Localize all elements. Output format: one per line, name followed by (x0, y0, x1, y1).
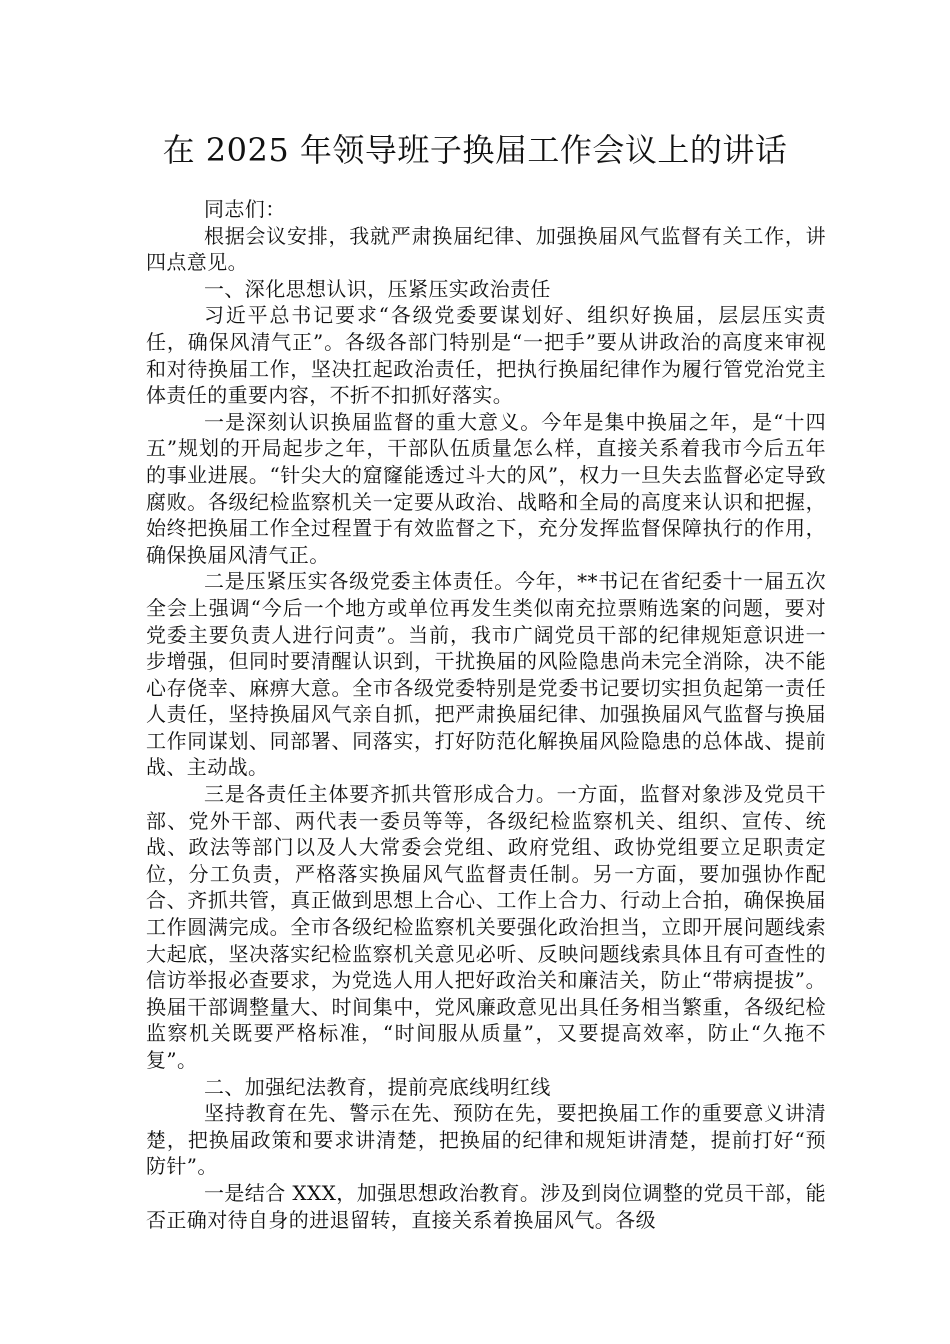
opening-paragraph: 根据会议安排，我就严肃换届纪律、加强换届风气监督有关工作，讲四点意见。 (146, 223, 826, 275)
body-paragraph: 坚持教育在先、警示在先、预防在先，要把换届工作的重要意义讲清楚，把换届政策和要求讲清楚，把换届的纪律和规矩讲清楚，提前打好“预防针”。 (146, 1101, 826, 1179)
body-paragraph: 习近平总书记要求“各级党委要谋划好、组织好换届，层层压实责任，确保风清气正”。各级各部门特别是“一把手”要从讲政治的高度来审视和对待换届工作，坚决扛起政治责任，把执行换届纪律作为履行管党治党主体责任的重要内容，不折不扣抓好落实。 (146, 303, 826, 408)
body-paragraph: 二是压紧压实各级党委主体责任。今年，**书记在省纪委十一届五次全会上强调“今后一个地方或单位再发生类似南充拉票贿选案的问题，要对党委主要负责人进行问责”。当前，我市广阔党员干部的纪律规矩意识进一步增强，但同时要清醒认识到，干扰换届的风险隐患尚未完全消除，决不能心存侥幸、麻痹大意。全市各级党委特别是党委书记要切实担负起第一责任人责任，坚持换届风气亲自抓，把严肃换届纪律、加强换届风气监督与换届工作同谋划、同部署、同落实，打好防范化解换届风险隐患的总体战、提前战、主动战。 (146, 569, 826, 780)
document-body (146, 196, 826, 1233)
section-heading-2: 二、加强纪法教育，提前亮底线明红线 (204, 1074, 551, 1099)
body-paragraph: 三是各责任主体要齐抓共管形成合力。一方面，监督对象涉及党员干部、党外干部、两代表一委员等等，各级纪检监察机关、组织、宣传、统战、政法等部门以及人大常委会党组、政府党组、政协党组要立足职责定位，分工负责，严格落实换届风气监督责任制。另一方面，要加强协作配合、齐抓共管，真正做到思想上合心、工作上合力、行动上合拍，确保换届工作圆满完成。全市各级纪检监察机关要强化政治担当，立即开展问题线索大起底，坚决落实纪检监察机关意见必听、反映问题线索具体且有可查性的信访举报必查要求，为党选人用人把好政治关和廉洁关，防止“带病提拔”。换届干部调整量大、时间集中，党风廉政意见出具任务相当繁重，各级纪检监察机关既要严格标准，“时间服从质量”，又要提高效率，防止“久拖不复”。 (146, 782, 826, 1072)
body-paragraph: 一是深刻认识换届监督的重大意义。今年是集中换届之年，是“十四五”规划的开局起步之年，干部队伍质量怎么样，直接关系着我市今后五年的事业进展。“针尖大的窟窿能透过斗大的风”，权力一旦失去监督必定导致腐败。各级纪检监察机关一定要从政治、战略和全局的高度来认识和把握，始终把换届工作全过程置于有效监督之下，充分发挥监督保障执行的作用，确保换届风清气正。 (146, 409, 826, 567)
body-paragraph: 一是结合 XXX，加强思想政治教育。涉及到岗位调整的党员干部，能否正确对待自身的进退留转，直接关系着换届风气。各级 (146, 1180, 826, 1232)
document-title: 在 2025 年领导班子换届工作会议上的讲话 (162, 131, 788, 169)
section-heading-1: 一、深化思想认识，压紧压实政治责任 (204, 276, 551, 301)
salutation: 同志们： (204, 197, 286, 221)
